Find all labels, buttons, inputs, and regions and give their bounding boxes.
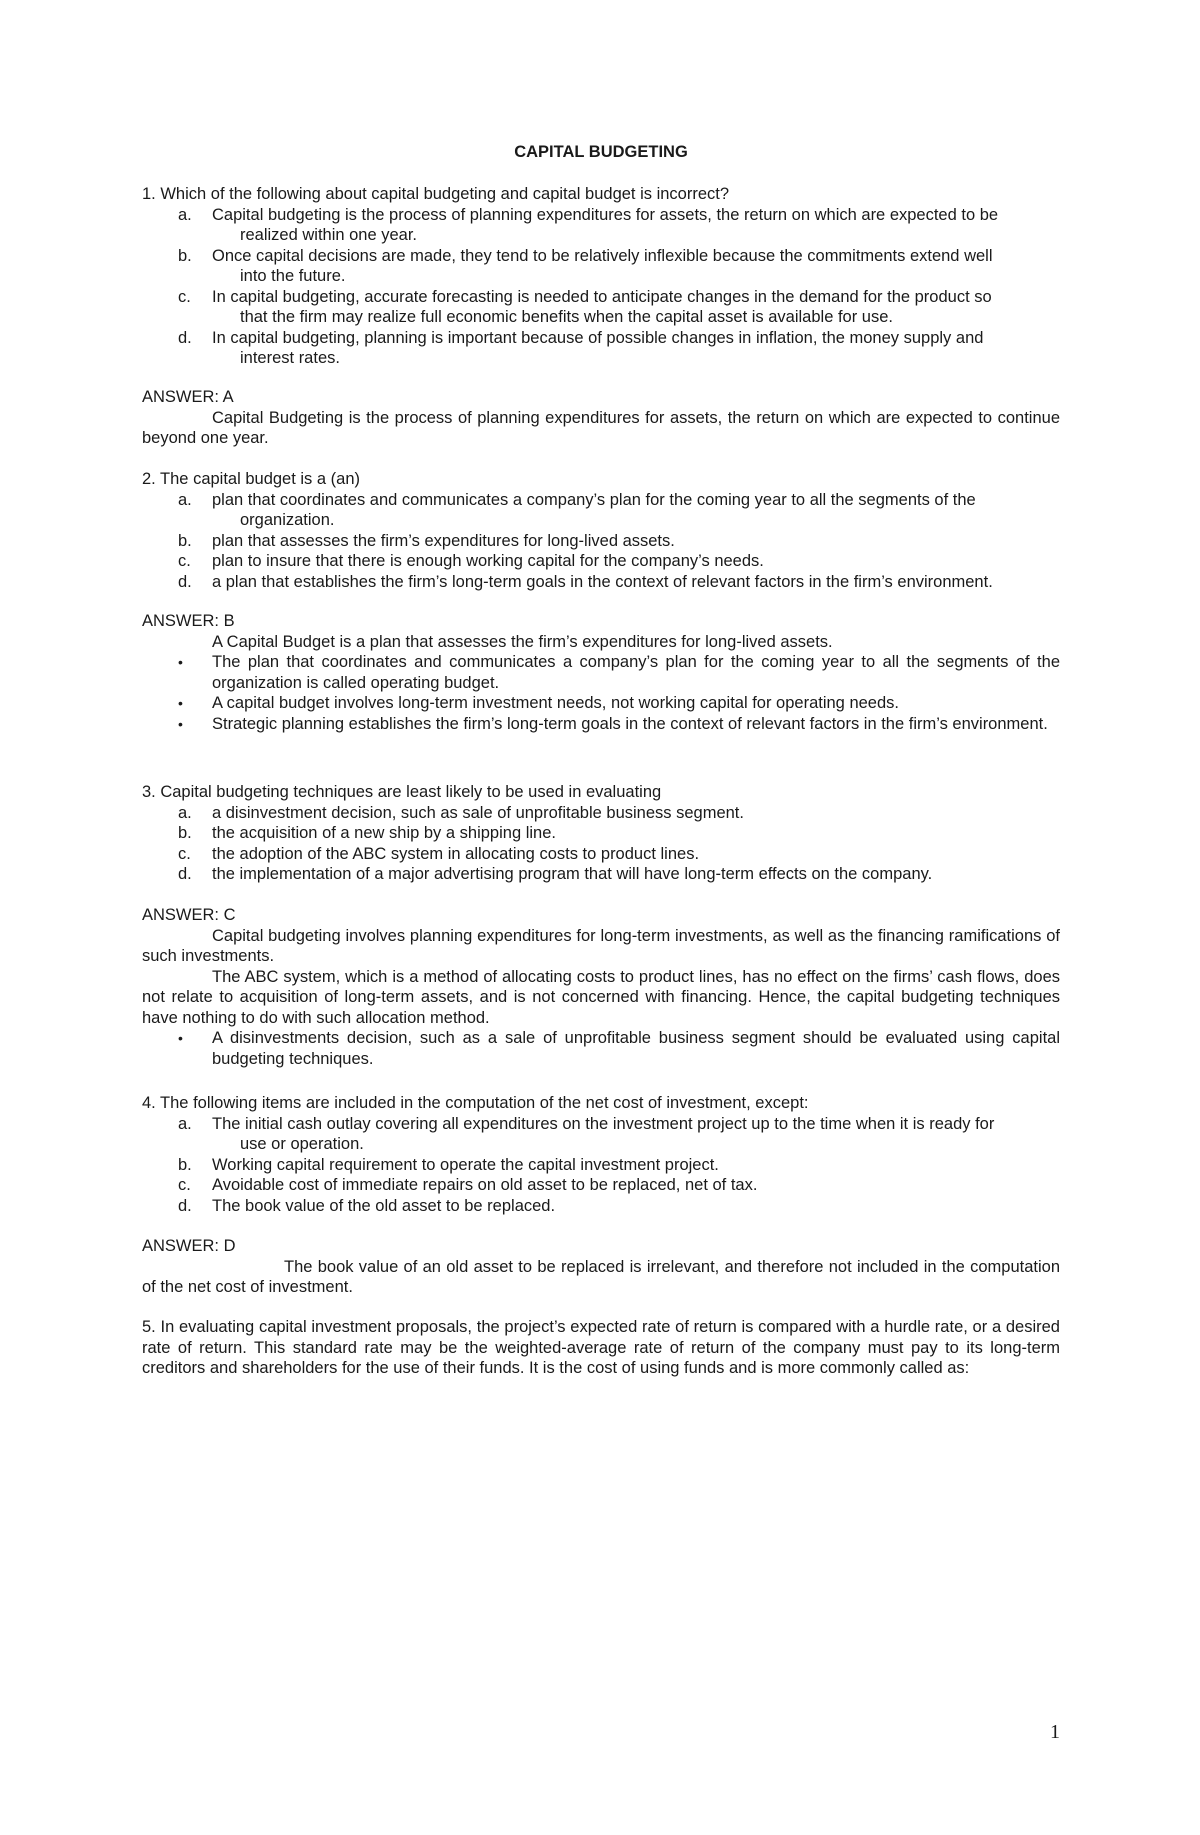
option-letter: c. xyxy=(178,552,191,570)
bullet-text: Strategic planning establishes the firm’s long-term goals in the context of relevant factors in the firm’s environment. xyxy=(212,714,1048,733)
option-a xyxy=(142,490,1060,531)
option-text-continued: realized within one year. xyxy=(240,226,418,244)
question-2 xyxy=(142,469,1060,592)
option-text: plan to insure that there is enough working capital for the company’s needs. xyxy=(212,552,764,570)
bullet-glyph: • xyxy=(178,715,183,732)
question-text: 3. Capital budgeting techniques are least likely to be used in evaluating xyxy=(142,783,662,801)
option-b xyxy=(142,823,1060,844)
option-c xyxy=(142,844,1060,865)
question-5 xyxy=(142,1317,1060,1379)
question-3 xyxy=(142,782,1060,885)
answer-label: ANSWER: C xyxy=(142,906,236,924)
option-text-continued: use or operation. xyxy=(240,1135,364,1153)
options-list xyxy=(142,205,1060,369)
option-text-continued: organization. xyxy=(240,511,335,529)
document-title: CAPITAL BUDGETING xyxy=(514,143,688,161)
option-text: Avoidable cost of immediate repairs on old asset to be replaced, net of tax. xyxy=(212,1176,758,1194)
option-text: the adoption of the ABC system in allocating costs to product lines. xyxy=(212,844,700,863)
option-letter: a. xyxy=(178,490,192,509)
answer-explanation-2: The ABC system, which is a method of allocating costs to product lines, has no effect on the firms’ cash flows, does not relate to acquisition of long-term assets, and is not concerned with financing. Hence, the capital budgeting techniques have nothing to do with such allocation method. xyxy=(142,967,1060,1027)
option-text: The book value of the old asset to be replaced. xyxy=(212,1196,556,1215)
option-a xyxy=(142,803,1060,824)
option-c xyxy=(142,551,1060,572)
option-letter: d. xyxy=(178,1196,192,1215)
option-b xyxy=(142,246,1060,287)
option-letter: c. xyxy=(178,1176,191,1194)
bullet-item xyxy=(142,714,1060,735)
option-letter: c. xyxy=(178,287,191,306)
option-d xyxy=(142,328,1060,369)
option-letter: d. xyxy=(178,328,192,347)
option-letter: b. xyxy=(178,246,192,265)
option-letter: a. xyxy=(178,1114,192,1133)
question-text: 2. The capital budget is a (an) xyxy=(142,470,360,488)
bullet-item xyxy=(142,693,1060,714)
option-text: In capital budgeting, planning is important because of possible changes in inflation, the money supply and xyxy=(212,328,984,347)
option-b xyxy=(142,531,1060,552)
option-text: the acquisition of a new ship by a shipping line. xyxy=(212,824,556,842)
bullet-glyph: • xyxy=(178,1030,183,1046)
answer-explanation: The book value of an old asset to be replaced is irrelevant, and therefore not included in the computation of the net cost of investment. xyxy=(142,1257,1060,1296)
option-d xyxy=(142,1196,1060,1217)
option-c xyxy=(142,287,1060,328)
option-text: In capital budgeting, accurate forecasting is needed to anticipate changes in the demand for the product so xyxy=(212,287,992,306)
bullet-item xyxy=(142,1028,1060,1069)
answer-1 xyxy=(142,387,1060,449)
answer-explanation: A Capital Budget is a plan that assesses the firm’s expenditures for long-lived assets. xyxy=(212,632,833,651)
option-text-continued: interest rates. xyxy=(240,349,340,367)
option-text: Capital budgeting is the process of planning expenditures for assets, the return on which are expected to be xyxy=(212,205,999,224)
answer-2 xyxy=(142,611,1060,734)
option-letter: b. xyxy=(178,824,192,842)
option-text: a disinvestment decision, such as sale of unprofitable business segment. xyxy=(212,803,744,822)
answer-label: ANSWER: D xyxy=(142,1237,236,1255)
answer-3 xyxy=(142,905,1060,1069)
options-list xyxy=(142,490,1060,593)
options-list xyxy=(142,1114,1060,1217)
answer-label: ANSWER: B xyxy=(142,612,235,630)
bullet-glyph: • xyxy=(178,695,183,711)
option-b xyxy=(142,1155,1060,1176)
option-letter: b. xyxy=(178,1155,192,1174)
bullet-text: The plan that coordinates and communicates a company’s plan for the coming year to all the segments of the organization is called operating budget. xyxy=(212,653,1060,692)
bullet-glyph: • xyxy=(178,654,183,670)
option-text: plan that coordinates and communicates a company’s plan for the coming year to all the segments of the xyxy=(212,490,976,509)
option-d xyxy=(142,572,1060,593)
question-1 xyxy=(142,184,1060,369)
page-number: 1 xyxy=(1050,1721,1060,1743)
option-text: Working capital requirement to operate the capital investment project. xyxy=(212,1155,719,1174)
question-text: 5. In evaluating capital investment proposals, the project’s expected rate of return is compared with a hurdle rate, or a desired rate of return. This standard rate may be the weighted-average rate of return of the company must pay to its long-term creditors and shareholders for the use of their funds. It is the cost of using funds and is more commonly called as: xyxy=(142,1318,1060,1377)
option-letter: d. xyxy=(178,572,192,591)
question-text: 1. Which of the following about capital budgeting and capital budget is incorrect? xyxy=(142,185,730,203)
option-text: the implementation of a major advertising program that will have long-term effects on the company. xyxy=(212,865,933,883)
option-text: Once capital decisions are made, they tend to be relatively inflexible because the commitments extend well xyxy=(212,246,993,265)
option-letter: a. xyxy=(178,205,192,224)
option-d xyxy=(142,864,1060,885)
option-letter: d. xyxy=(178,865,192,883)
option-text: plan that assesses the firm’s expenditures for long-lived assets. xyxy=(212,531,675,550)
answer-4 xyxy=(142,1236,1060,1298)
option-c xyxy=(142,1175,1060,1196)
question-4 xyxy=(142,1093,1060,1216)
option-letter: b. xyxy=(178,531,192,550)
bullet-item xyxy=(142,652,1060,693)
option-text-continued: into the future. xyxy=(240,267,346,285)
bullet-text: A capital budget involves long-term investment needs, not working capital for operating needs. xyxy=(212,694,899,712)
option-text: a plan that establishes the firm’s long-term goals in the context of relevant factors in the firm’s environment. xyxy=(212,572,993,591)
option-letter: a. xyxy=(178,803,192,822)
answer-explanation: Capital budgeting involves planning expenditures for long-term investments, as well as the financing ramifications of such investments. xyxy=(142,926,1060,965)
answer-explanation: Capital Budgeting is the process of planning expenditures for assets, the return on which are expected to continue beyond one year. xyxy=(142,408,1060,447)
options-list xyxy=(142,803,1060,885)
bullet-text: A disinvestments decision, such as a sale of unprofitable business segment should be evaluated using capital budgeting techniques. xyxy=(212,1029,1060,1068)
option-a xyxy=(142,205,1060,246)
option-text-continued: that the firm may realize full economic benefits when the capital asset is available for use. xyxy=(240,308,893,326)
option-a xyxy=(142,1114,1060,1155)
option-letter: c. xyxy=(178,844,191,863)
answer-label: ANSWER: A xyxy=(142,388,234,406)
question-text: 4. The following items are included in the computation of the net cost of investment, except: xyxy=(142,1094,809,1112)
option-text: The initial cash outlay covering all expenditures on the investment project up to the time when it is ready for xyxy=(212,1114,995,1133)
